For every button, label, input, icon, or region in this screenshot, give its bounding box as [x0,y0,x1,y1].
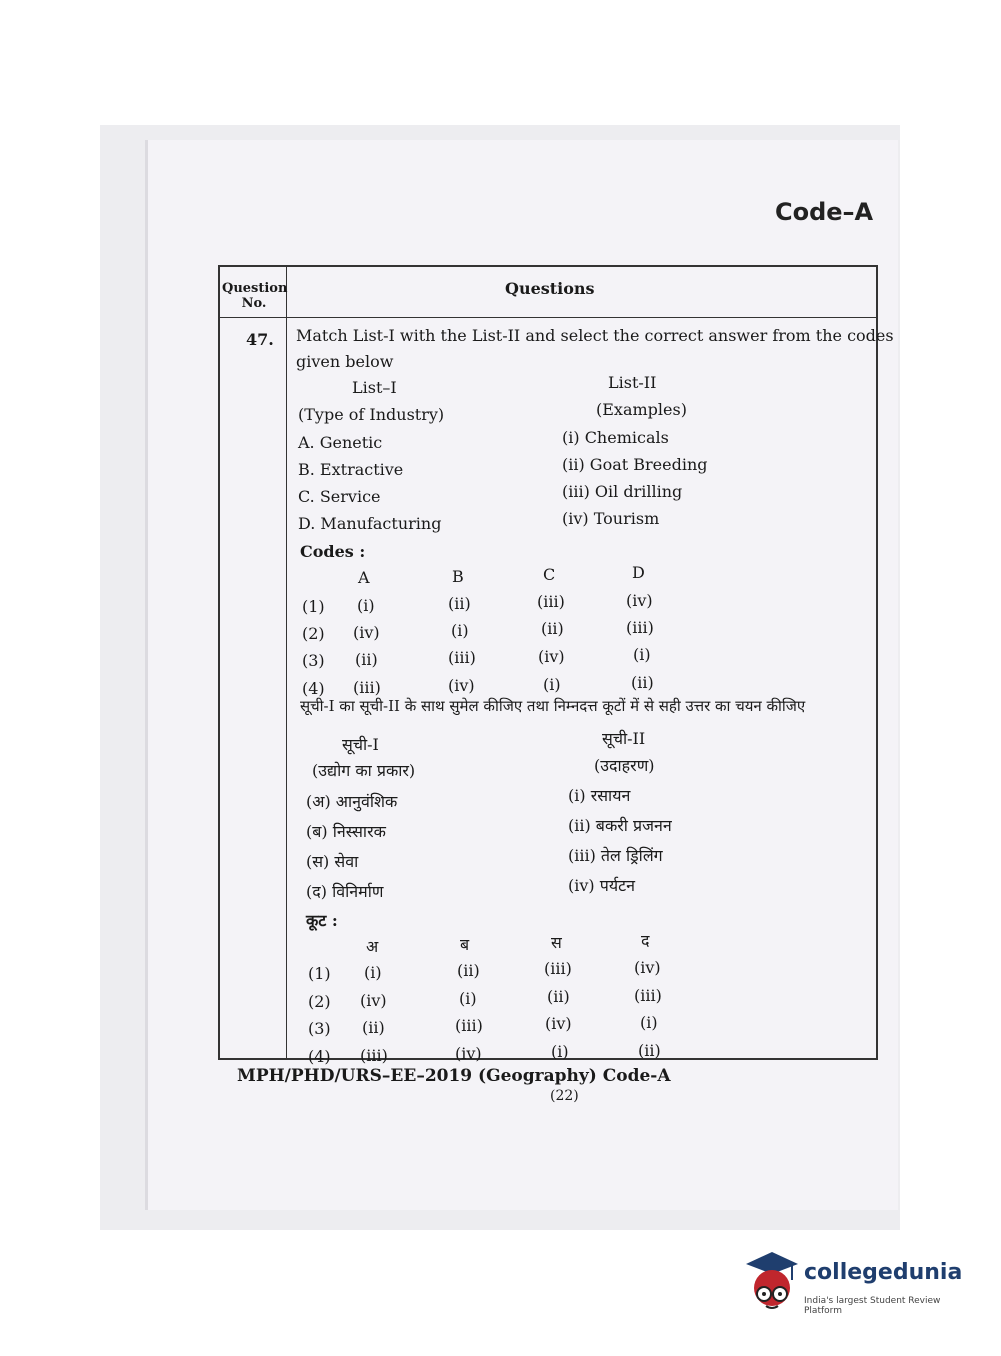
code-cell: (iii) [537,592,565,611]
code-cell: (iv) [538,647,565,666]
list2-item: (i) Chemicals [562,428,669,447]
hindi-codes-header: द [641,931,650,950]
hindi-code-cell: (iv) [455,1044,482,1063]
hindi-list1-item: (ब) निस्सारक [306,822,386,841]
code-cell: (iv) [448,676,475,695]
code-option-label: (3) [302,651,325,670]
logo-wordmark: collegedunia [804,1260,963,1285]
hindi-list1-item: (अ) आनुवंशिक [306,792,398,811]
hindi-list2-title: सूची-II [602,729,646,748]
hindi-code-cell: (iv) [360,991,387,1010]
collegedunia-logo[interactable] [742,1250,972,1320]
hindi-code-cell: (ii) [362,1018,385,1037]
hindi-code-cell: (ii) [457,961,480,980]
code-cell: (iv) [626,591,653,610]
hindi-codes-header: ब [460,935,470,954]
logo-tagline: India's largest Student Review Platform [804,1296,941,1316]
code-option-label: (1) [302,597,325,616]
list2-subtitle: (Examples) [596,400,687,419]
hindi-code-cell: (iii) [360,1046,388,1065]
hindi-code-cell: (i) [364,963,382,982]
header-divider [220,317,876,318]
hindi-question-stem: सूची-I का सूची-II के साथ सुमेल कीजिए तथा निम्नदत्त कूटों में से सही उत्तर का चयन कीजिए [300,697,806,715]
hindi-code-cell: (ii) [547,987,570,1006]
hindi-code-cell: (iv) [634,958,661,977]
code-option-label: (4) [302,679,325,698]
graduate-mascot-icon [742,1250,800,1314]
codes-header: B [452,567,464,586]
hindi-code-option-label: (2) [308,992,331,1011]
hindi-code-cell: (i) [551,1042,569,1061]
list1-title: List–I [352,378,397,397]
hindi-code-cell: (iii) [634,986,662,1005]
code-label: Code–A [775,198,874,226]
hindi-codes-header: स [551,933,562,952]
list1-item: C. Service [298,487,381,506]
hindi-list2-subtitle: (उदाहरण) [594,756,655,775]
codes-label: Codes : [300,542,366,561]
code-cell: (iii) [448,648,476,667]
hindi-list2-item: (ii) बकरी प्रजनन [568,816,672,835]
hindi-code-cell: (iii) [455,1016,483,1035]
list2-item: (iv) Tourism [562,509,660,528]
hindi-code-cell: (ii) [638,1041,661,1060]
codes-header: D [632,563,645,582]
list2-title: List-II [608,373,657,392]
hindi-codes-label: कूट : [306,911,338,930]
code-cell: (ii) [448,594,471,613]
code-cell: (ii) [631,673,654,692]
hindi-list1-item: (स) सेवा [306,852,359,871]
code-cell: (iv) [353,623,380,642]
codes-header: C [543,565,556,584]
hindi-code-cell: (iii) [544,959,572,978]
hindi-code-option-label: (4) [308,1047,331,1066]
questions-header: Questions [505,279,595,298]
list2-item: (iii) Oil drilling [562,482,683,501]
hindi-list2-item: (iv) पर्यटन [568,876,636,895]
hindi-code-option-label: (3) [308,1019,331,1038]
hindi-code-cell: (i) [640,1013,658,1032]
hindi-codes-header: अ [366,937,379,956]
hindi-list1-item: (द) विनिर्माण [306,882,384,901]
hindi-code-cell: (iv) [545,1014,572,1033]
list2-item: (ii) Goat Breeding [562,455,708,474]
code-option-label: (2) [302,624,325,643]
hindi-list2-item: (iii) तेल ड्रिलिंग [568,846,663,865]
hindi-code-option-label: (1) [308,964,331,983]
column-divider [286,267,287,1058]
code-cell: (iii) [353,678,381,697]
question-stem-line1: Match List-I with the List-II and select the correct answer from the codes [296,326,894,345]
question-stem-line2: given below [296,352,394,371]
code-cell: (i) [357,596,375,615]
question-number: 47. [246,330,274,349]
codes-header: A [358,568,370,587]
code-cell: (ii) [355,650,378,669]
code-cell: (iii) [626,618,654,637]
hindi-list2-item: (i) रसायन [568,786,631,805]
code-cell: (i) [543,675,561,694]
code-cell: (i) [633,645,651,664]
list1-item: A. Genetic [298,433,383,452]
list1-item: B. Extractive [298,460,404,479]
exam-footer: MPH/PHD/URS–EE–2019 (Geography) Code-A [237,1066,671,1086]
code-cell: (ii) [541,619,564,638]
hindi-list1-title: सूची-I [342,735,379,754]
list1-item: D. Manufacturing [298,514,442,533]
page-number: (22) [550,1088,579,1104]
hindi-code-cell: (i) [459,989,477,1008]
code-cell: (i) [451,621,469,640]
list1-subtitle: (Type of Industry) [298,405,445,424]
hindi-list1-subtitle: (उद्योग का प्रकार) [312,761,416,780]
question-no-header: Question No. [222,281,288,311]
